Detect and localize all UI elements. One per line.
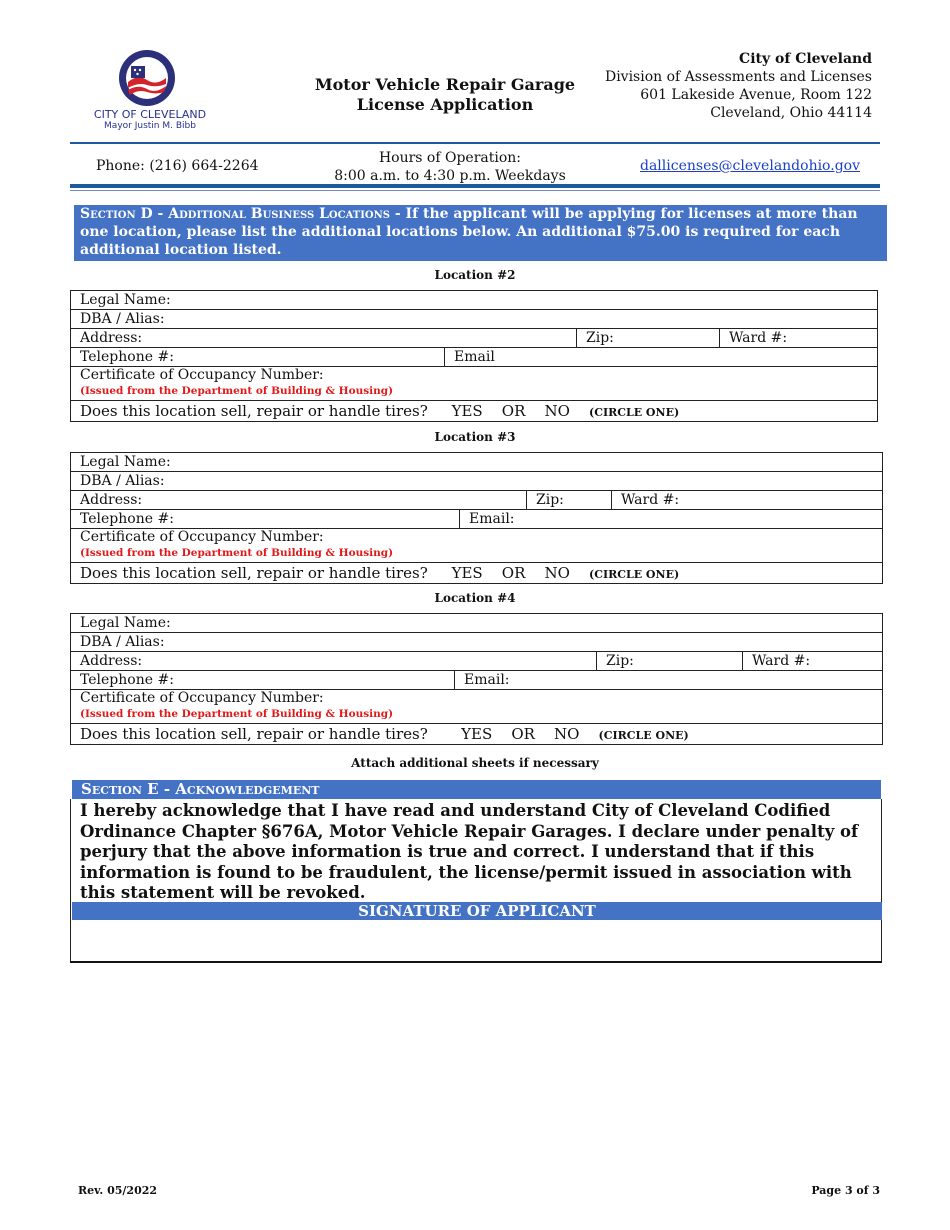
circle-one-note: (CIRCLE ONE) [588, 406, 680, 419]
location-3-label: Location #3 [434, 430, 516, 444]
zip-field[interactable]: Zip: [596, 652, 742, 670]
form-title-line1: Motor Vehicle Repair Garage [314, 75, 576, 94]
address-citystate: Cleveland, Ohio 44114 [710, 105, 872, 121]
section-d-title: Section D - Additional Business Locations [80, 206, 390, 222]
dba-field[interactable]: DBA / Alias: [80, 473, 165, 489]
phone-number: Phone: (216) 664-2264 [96, 158, 259, 174]
cert-occupancy-field[interactable] [71, 529, 882, 562]
acknowledgement-text: I hereby acknowledge that I have read and understand City of Cleveland Codified Ordinance Chapter §676A, Motor Vehicle Repair Garages. I declare under penalty of perjury that the above information is true and correct. I understand that if this information is found to be fraudulent, the license/permit issued in association with this statement will be revoked. [80, 801, 859, 902]
no-option[interactable]: NO [544, 402, 570, 420]
city-label: CITY OF CLEVELAND [93, 108, 207, 121]
legal-name-field[interactable]: Legal Name: [80, 615, 171, 631]
cert-occupancy-field[interactable] [71, 690, 882, 723]
address-street: 601 Lakeside Avenue, Room 122 [640, 87, 872, 103]
cert-note: (Issued from the Department of Building & Housing) [80, 708, 394, 720]
attach-note: Attach additional sheets if necessary [351, 756, 599, 770]
location-2-label: Location #2 [434, 268, 516, 282]
or-text: OR [501, 402, 526, 420]
legal-name-field[interactable]: Legal Name: [80, 454, 171, 470]
section-d-banner [74, 205, 887, 261]
legal-name-field[interactable]: Legal Name: [80, 292, 171, 308]
location-4-label: Location #4 [434, 591, 516, 605]
location-3-form [70, 452, 883, 584]
signature-label: SIGNATURE OF APPLICANT [72, 902, 882, 920]
ward-field[interactable]: Ward #: [742, 652, 882, 670]
yes-option[interactable]: YES [451, 402, 483, 420]
email-field[interactable]: Email [444, 348, 877, 366]
location-2-form [70, 290, 878, 422]
telephone-field[interactable]: Telephone #: [80, 672, 174, 688]
cert-note: (Issued from the Department of Building & Housing) [80, 547, 394, 559]
tires-question [71, 563, 882, 583]
address-field[interactable]: Address: [80, 492, 143, 508]
ward-field[interactable]: Ward #: [611, 491, 882, 509]
address-field[interactable]: Address: [80, 653, 143, 669]
dba-field[interactable]: DBA / Alias: [80, 634, 165, 650]
header-rule-bottom [70, 184, 880, 188]
telephone-field[interactable]: Telephone #: [80, 511, 174, 527]
zip-field[interactable]: Zip: [526, 491, 611, 509]
zip-field[interactable]: Zip: [576, 329, 719, 347]
page-number: Page 3 of 3 [811, 1184, 880, 1197]
tires-question [71, 401, 877, 421]
address-field[interactable]: Address: [80, 330, 143, 346]
mayor-label: Mayor Justin M. Bibb [104, 121, 196, 131]
cert-note: (Issued from the Department of Building & Housing) [80, 385, 394, 397]
form-title-line2: License Application [356, 95, 534, 114]
revision-date: Rev. 05/2022 [78, 1184, 158, 1197]
address-city: City of Cleveland [739, 51, 872, 67]
tires-question-text: Does this location sell, repair or handle tires? [80, 402, 428, 420]
city-seal-logo [112, 48, 182, 108]
hours-line1: Hours of Operation: [378, 150, 522, 166]
form-title [300, 75, 590, 115]
email-field[interactable]: Email: [454, 671, 882, 689]
ward-field[interactable]: Ward #: [719, 329, 877, 347]
or-text: OR [511, 725, 535, 743]
cert-occupancy-field[interactable] [71, 367, 877, 400]
tires-question-text: Does this location sell, repair or handle tires? [80, 725, 428, 743]
tires-question [71, 724, 882, 744]
hours-line2: 8:00 a.m. to 4:30 p.m. Weekdays [334, 168, 566, 184]
email-field[interactable]: Email: [459, 510, 882, 528]
no-option[interactable]: NO [544, 564, 570, 582]
header-rule-thin [70, 190, 880, 191]
telephone-field[interactable]: Telephone #: [80, 349, 174, 365]
circle-one-note: (CIRCLE ONE) [588, 568, 680, 581]
cert-label: Certificate of Occupancy Number: [80, 529, 324, 545]
no-option[interactable]: NO [554, 725, 580, 743]
signature-field[interactable] [72, 920, 880, 961]
hours-of-operation [320, 149, 580, 185]
location-4-form [70, 613, 883, 745]
yes-option[interactable]: YES [451, 564, 483, 582]
email-link[interactable]: dallicenses@clevelandohio.gov [640, 158, 860, 174]
section-e-banner: Section E - Acknowledgement [72, 780, 881, 799]
section-d-text: - If the applicant will be applying for licenses at more than one location, please list the additional locations below. An additional $75.00 is required for each additional location listed. [80, 206, 858, 258]
circle-one-note: (CIRCLE ONE) [598, 729, 689, 742]
address-division: Division of Assessments and Licenses [604, 69, 872, 85]
dba-field[interactable]: DBA / Alias: [80, 311, 165, 327]
cert-label: Certificate of Occupancy Number: [80, 367, 324, 383]
tires-question-text: Does this location sell, repair or handle tires? [80, 564, 428, 582]
yes-option[interactable]: YES [461, 725, 493, 743]
header-rule-top [70, 142, 880, 144]
cert-label: Certificate of Occupancy Number: [80, 690, 324, 706]
or-text: OR [501, 564, 526, 582]
office-address [605, 50, 872, 122]
